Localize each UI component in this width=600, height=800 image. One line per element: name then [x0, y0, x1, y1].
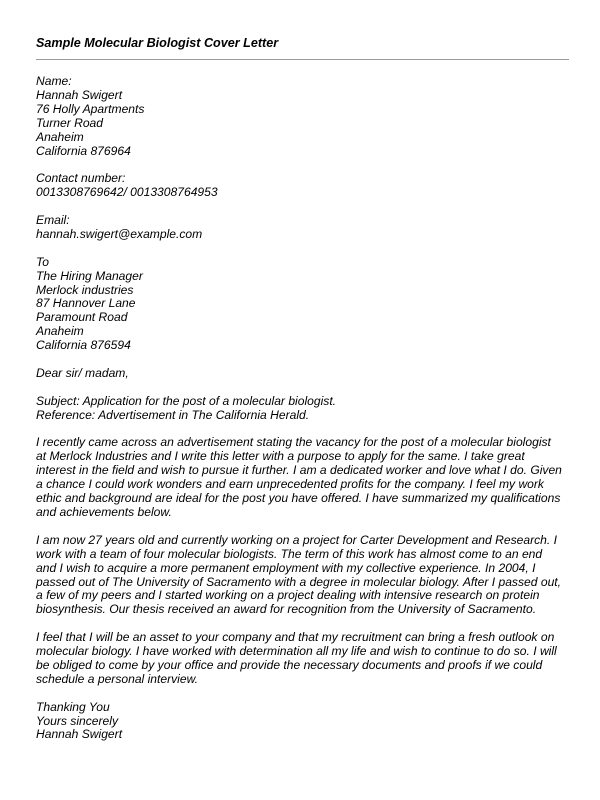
- recipient-line: Merlock industries: [36, 282, 134, 297]
- title-divider: [36, 59, 569, 60]
- sender-name: Hannah Swigert: [36, 87, 123, 102]
- paragraph-line: I am now 27 years old and currently working on a project for Carter Development and Research. I: [36, 532, 557, 547]
- paragraph-line: I feel that I will be an asset to your company and that my recruitment can bring a fresh outlook on: [36, 630, 555, 645]
- paragraph-line: ethic and background are ideal for the post you have offered. I have summarized my qualifications: [36, 491, 561, 506]
- paragraph-line: and I wish to acquire a more permanent employment with my collective experience. In 2004, I: [36, 560, 536, 575]
- to-label: To: [36, 254, 50, 269]
- recipient-block: [36, 256, 569, 353]
- paragraph-line: a chance I could work wonders and earn unprecedented profits for the company. I feel my work: [36, 477, 544, 492]
- sender-address-line: Turner Road: [36, 115, 103, 130]
- paragraph-line: at Merlock Industries and I write this letter with a purpose to apply for the same. I take great: [36, 449, 525, 464]
- paragraph-line: interest in the field and wish to pursue it further. I am a dedicated worker and love what I do. Given: [36, 463, 562, 478]
- reference-line: Reference: Advertisement in The California Herald.: [36, 407, 310, 422]
- paragraph-line: molecular biology. I have worked with determination all my life and wish to continue to do so. I will: [36, 644, 557, 659]
- salutation: Dear sir/ madam,: [36, 365, 129, 380]
- paragraph-line: work with a team of four molecular biologists. The term of this work has almost come to an end: [36, 546, 543, 561]
- subject-line: Subject: Application for the post of a molecular biologist.: [36, 393, 337, 408]
- body-paragraph-3: [36, 631, 569, 687]
- document-title: Sample Molecular Biologist Cover Letter: [36, 36, 279, 50]
- paragraph-line: be obliged to come by your office and provide the necessary documents and proofs if we could: [36, 657, 543, 672]
- email-address: hannah.swigert@example.com: [36, 226, 203, 241]
- closing-block: [36, 701, 569, 743]
- body-paragraph-1: [36, 436, 569, 519]
- paragraph-line: schedule a personal interview.: [36, 671, 199, 686]
- recipient-line: Paramount Road: [36, 310, 128, 325]
- paragraph-line: passed out of The University of Sacramento with a degree in molecular biology. After I passed out,: [36, 574, 562, 589]
- subject-block: [36, 395, 569, 423]
- paragraph-line: and achievements below.: [36, 505, 172, 519]
- sender-address-line: 76 Holly Apartments: [36, 101, 145, 116]
- recipient-line: 87 Hannover Lane: [36, 296, 136, 311]
- body-paragraph-2: [36, 534, 569, 617]
- contact-number: 0013308769642/ 0013308764953: [36, 185, 218, 200]
- email-label: Email:: [36, 213, 70, 228]
- sender-block: [36, 75, 569, 158]
- email-block: [36, 214, 569, 242]
- paragraph-line: biosynthesis. Our thesis received an award for recognition from the University of Sacramento.: [36, 602, 537, 617]
- closing-regards: Yours sincerely: [36, 713, 119, 728]
- recipient-line: California 876594: [36, 338, 131, 353]
- recipient-line: Anaheim: [36, 324, 84, 339]
- sender-address-line: Anaheim: [36, 129, 84, 144]
- name-label: Name:: [36, 74, 72, 88]
- letter-body: [36, 75, 569, 756]
- recipient-line: The Hiring Manager: [36, 268, 143, 283]
- sender-address-line: California 876964: [36, 143, 131, 158]
- salutation-block: [36, 367, 569, 381]
- closing-thanks: Thanking You: [36, 699, 110, 714]
- closing-signature-name: Hannah Swigert: [36, 727, 123, 742]
- contact-block: [36, 172, 569, 200]
- paragraph-line: I recently came across an advertisement stating the vacancy for the post of a molecular biologist: [36, 435, 551, 450]
- paragraph-line: a few of my peers and I started working on a project dealing with intensive research on protein: [36, 588, 540, 603]
- contact-label: Contact number:: [36, 171, 126, 186]
